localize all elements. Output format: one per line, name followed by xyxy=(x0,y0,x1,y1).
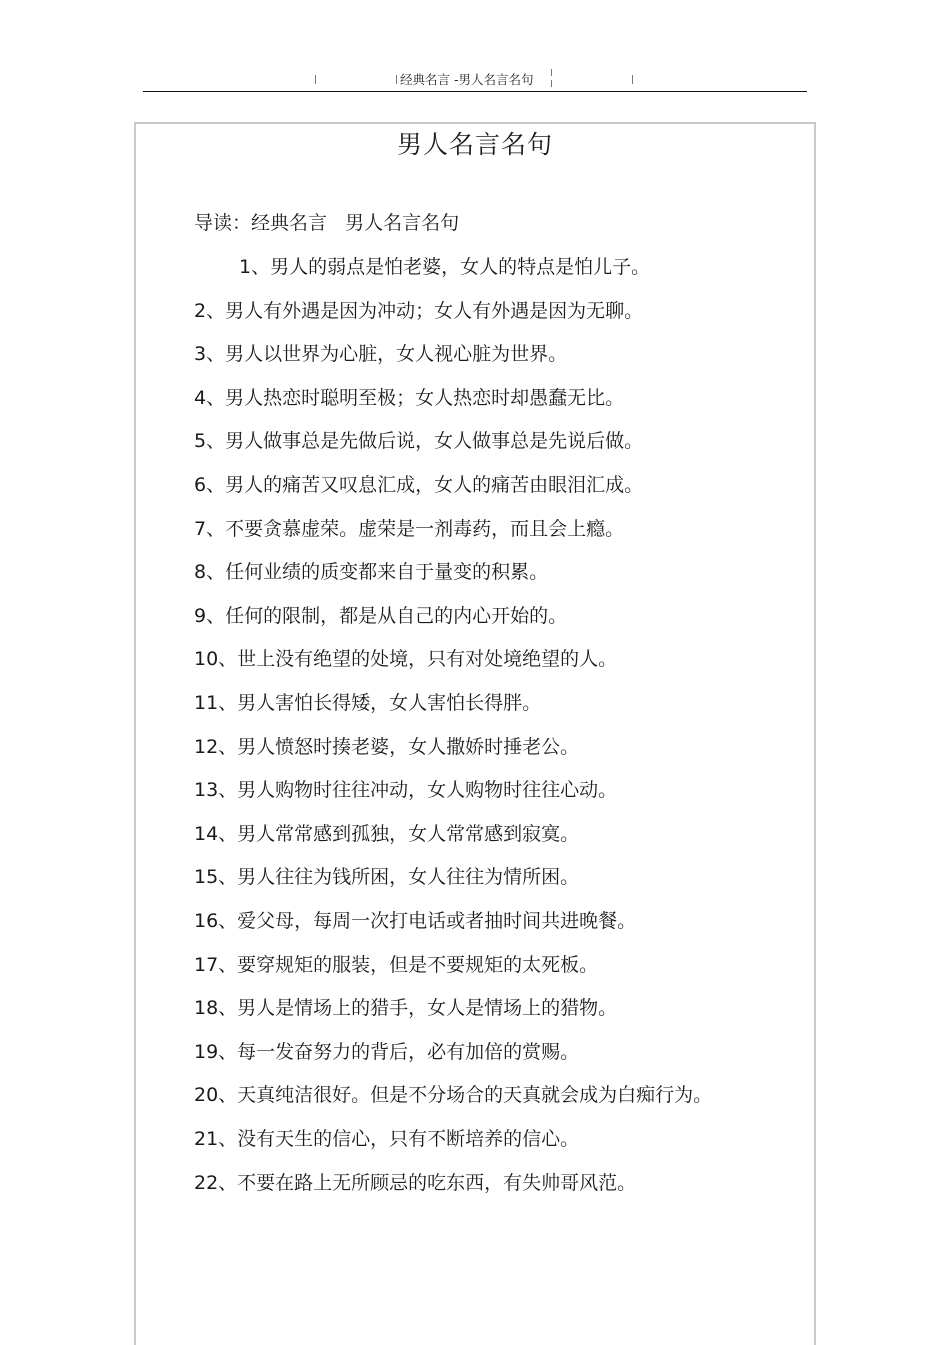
header-tick-mark xyxy=(551,69,552,76)
quote-item: 10、世上没有绝望的处境，只有对处境绝望的人。 xyxy=(194,648,618,671)
header-rule xyxy=(143,91,807,92)
quote-item: 14、男人常常感到孤独，女人常常感到寂寞。 xyxy=(194,822,580,845)
quote-item: 15、男人往往为钱所困，女人往往为情所困。 xyxy=(194,866,580,889)
quote-item: 3、男人以世界为心脏，女人视心脏为世界。 xyxy=(194,343,568,366)
document-title: 男人名言名句 xyxy=(396,130,553,159)
quote-item: 19、每一发奋努力的背后，必有加倍的赏赐。 xyxy=(194,1040,580,1063)
quote-item: 9、任何的限制，都是从自己的内心开始的。 xyxy=(194,604,568,627)
running-header-title: 经典名言 -男人名言名句 xyxy=(400,72,534,87)
page-header xyxy=(143,66,807,92)
quote-item: 5、男人做事总是先做后说，女人做事总是先说后做。 xyxy=(194,430,644,453)
quote-item: 8、任何业绩的质变都来自于量变的积累。 xyxy=(194,561,549,584)
header-tick-mark xyxy=(315,75,316,84)
header-tick-mark xyxy=(632,75,633,84)
quote-item: 11、男人害怕长得矮，女人害怕长得胖。 xyxy=(194,692,542,714)
quote-item: 17、要穿规矩的服装，但是不要规矩的太死板。 xyxy=(194,953,599,976)
quote-item: 6、男人的痛苦又叹息汇成，女人的痛苦由眼泪汇成。 xyxy=(194,474,644,496)
quote-item: 1、男人的弱点是怕老婆，女人的特点是怕儿子。 xyxy=(239,256,651,278)
header-tick-mark xyxy=(551,80,552,87)
quote-item: 13、男人购物时往往冲动，女人购物时往往心动。 xyxy=(194,779,618,802)
quote-item: 12、男人愤怒时揍老婆，女人撒娇时捶老公。 xyxy=(194,735,580,758)
intro-line: 导读：经典名言 男人名言名句 xyxy=(194,212,460,234)
quote-item: 2、男人有外遇是因为冲动；女人有外遇是因为无聊。 xyxy=(194,299,644,322)
quote-item: 22、不要在路上无所顾忌的吃东西，有失帅哥风范。 xyxy=(194,1171,637,1194)
quote-item: 4、男人热恋时聪明至极；女人热恋时却愚蠢无比。 xyxy=(194,386,625,409)
quote-item: 21、没有天生的信心，只有不断培养的信心。 xyxy=(194,1128,580,1150)
quote-item: 18、男人是情场上的猎手，女人是情场上的猎物。 xyxy=(194,997,618,1020)
header-tick-mark xyxy=(396,75,397,84)
quote-item: 7、不要贪慕虚荣。虚荣是一剂毒药，而且会上瘾。 xyxy=(194,517,625,540)
quote-item: 20、天真纯洁很好。但是不分场合的天真就会成为白痴行为。 xyxy=(194,1084,713,1107)
quote-item: 16、爱父母，每周一次打电话或者抽时间共进晚餐。 xyxy=(194,910,637,932)
